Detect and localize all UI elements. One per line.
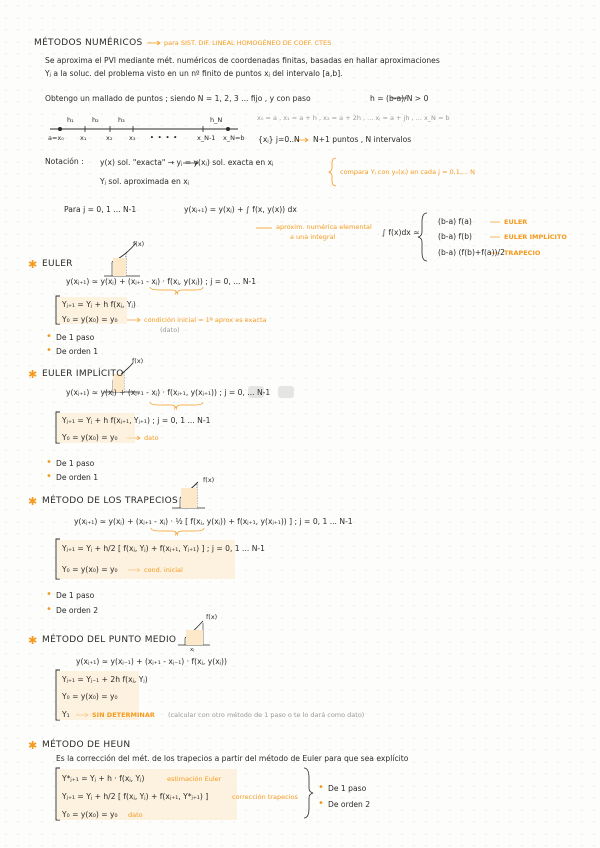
star-icon: ✱ xyxy=(28,495,38,508)
euler-system-note: condición inicial = 1ª aprox es exacta xyxy=(144,316,267,324)
mesh-tick-bottom-5: x_N=b xyxy=(223,134,245,142)
integral-option-1-label: EULER xyxy=(504,218,528,226)
integral-approx: ∫ f(x)dx ≃ xyxy=(382,228,420,237)
mesh-tick-top-1: h₁ xyxy=(67,116,74,124)
punto-medio-system-1: Yⱼ₊₁ = Yⱼ₋₁ + 2h f(xⱼ, Yⱼ) xyxy=(62,675,148,684)
euler-system-note-2: (dato) xyxy=(160,326,180,334)
euler-formula: y(xⱼ₊₁) ≃ y(xⱼ) + (xⱼ₊₁ - xⱼ) · f(xⱼ, y(xⱼ)) ; j = 0, ... N-1 xyxy=(66,277,257,286)
euler-implicito-system-note: dato xyxy=(144,434,159,442)
trapecios-h-label: h xyxy=(175,532,179,538)
bullet-icon: • xyxy=(318,798,324,809)
graph-label: f(x) xyxy=(133,240,145,248)
punto-medio-system-note-extra: (calcular con otro método de 1 paso o te lo dará como dato) xyxy=(168,711,365,719)
heun-system-note-1: estimación Euler xyxy=(167,775,222,783)
mesh-tick-top-4: h_N xyxy=(210,116,223,124)
integral-note-2: a una integral xyxy=(290,233,336,241)
heun-system-note-2: corrección trapecios xyxy=(232,793,298,801)
bullet-icon: • xyxy=(46,457,52,468)
euler-system-2: Y₀ = y(x₀) = y₀ xyxy=(62,315,118,324)
heun-bullet-2: De orden 2 xyxy=(328,800,371,809)
bullet-icon: • xyxy=(46,604,52,615)
heun-system-2: Yⱼ₊₁ = Yⱼ + h/2 [ f(xⱼ, Yⱼ) + f(xⱼ₊₁, Y*ⱼ₊₁) ] xyxy=(62,792,209,801)
euler-implicito-h-label: h xyxy=(174,406,178,412)
integral-option-3: (b-a) (f(b)+f(a))/2 xyxy=(438,248,505,257)
bullet-icon: • xyxy=(46,331,52,342)
heun-system-note-3: dato xyxy=(128,811,143,819)
intro-line-2: Yⱼ a la soluc. del problema visto en un nº finito de puntos xⱼ del intervalo [a,b]. xyxy=(45,69,343,78)
mesh-text: Obtengo un mallado de puntos ; siendo N = 1, 2, 3 ... fijo , y con paso xyxy=(45,94,311,103)
page-title: MÉTODOS NUMÉRICOS xyxy=(34,38,143,48)
mesh-tick-bottom-1: x₁ xyxy=(80,134,87,142)
graph-label: f(x) xyxy=(132,357,144,365)
euler-implicito-bullet-2: De orden 1 xyxy=(56,473,99,482)
integral-formula: y(xⱼ₊₁) = y(xⱼ) + ∫ f(x, y(x)) dx xyxy=(184,205,297,214)
euler-implicito-title: EULER IMPLÍCITO xyxy=(42,369,124,379)
trapecios-bullet-2: De orden 2 xyxy=(56,606,99,615)
integral-option-2-label: EULER IMPLÍCITO xyxy=(504,233,567,241)
mesh-tick-top-3: h₃ xyxy=(118,116,125,124)
mesh-tick-bottom-3: x₃ xyxy=(129,134,136,142)
heun-bullet-1: De 1 paso xyxy=(328,784,367,793)
euler-h-label: h xyxy=(175,291,179,297)
trapecios-formula: y(xⱼ₊₁) ≃ y(xⱼ) + (xⱼ₊₁ - xⱼ) · ½ [ f(xⱼ, y(xⱼ)) + f(xⱼ₊₁, y(xⱼ₊₁)) ] ; j = 0, 1 ... N-1 xyxy=(74,517,353,526)
bullet-icon: • xyxy=(318,782,324,793)
punto-medio-system-note: SIN DETERMINAR xyxy=(92,711,155,719)
euler-implicito-formula: y(xⱼ₊₁) ≃ y(xⱼ) + (xⱼ₊₁ - xⱼ) · f(xⱼ₊₁, y(xⱼ₊₁)) ; j = 0, ... N-1 xyxy=(66,388,271,397)
trapecios-system-1: Yⱼ₊₁ = Yⱼ + h/2 [ f(xⱼ, Yⱼ) + f(xⱼ₊₁, Yⱼ₊₁) ] ; j = 0, 1 ... N-1 xyxy=(62,544,265,553)
heun-system-3: Y₀ = y(x₀) = y₀ xyxy=(62,810,118,819)
mesh-points-formula: x₀ = a , x₁ = a + h , x₂ = a + 2h , ... xⱼ = a + jh , ... x_N = b xyxy=(257,114,450,122)
integral-option-2: (b-a) f(b) xyxy=(438,232,472,241)
bullet-icon: • xyxy=(46,589,52,600)
euler-implicito-highlight-mark-2 xyxy=(278,386,294,398)
star-icon: ✱ xyxy=(28,739,38,752)
mesh-tick-bottom-2: x₂ xyxy=(106,134,113,142)
trapecio-area-highlight xyxy=(181,488,197,508)
punto-medio-system-2: Y₀ = y(x₀) = y₀ xyxy=(62,692,118,701)
graph-label: f(x) xyxy=(203,476,215,484)
notation-label: Notación : xyxy=(45,157,84,166)
notation-compare: compara Yⱼ con y₀(xⱼ) en cada j = 0,1,... N xyxy=(340,168,476,176)
euler-area-highlight xyxy=(113,258,126,276)
heun-system-1: Y*ⱼ₊₁ = Yⱼ + h · f(xⱼ, Yⱼ) xyxy=(62,774,145,783)
mesh-set-note: N+1 puntos , N intervalos xyxy=(313,135,412,144)
mesh-ellipsis: .... xyxy=(150,130,182,141)
star-icon: ✱ xyxy=(28,258,38,271)
graph-label: f(x) xyxy=(206,613,218,621)
euler-system-1: Yⱼ₊₁ = Yⱼ + h f(xⱼ, Yⱼ) xyxy=(62,300,136,309)
trapecios-title: MÉTODO DE LOS TRAPECIOS xyxy=(42,496,179,506)
euler-bullet-2: De orden 1 xyxy=(56,347,99,356)
euler-implicito-bullet-1: De 1 paso xyxy=(56,459,95,468)
trapecios-system-note: cond. inicial xyxy=(144,566,183,574)
intro-line-1: Se aproxima el PVI mediante mét. numéricos de coordenadas finitas, basadas en hallar aproximaciones xyxy=(45,56,440,65)
euler-implicito-system-1: Yⱼ₊₁ = Yⱼ + h f(xⱼ₊₁, Yⱼ₊₁) ; j = 0, 1 ... N-1 xyxy=(62,416,211,425)
graph-xlabel: xⱼ xyxy=(190,647,195,653)
notation-line-2: Yⱼ sol. aproximada en xⱼ xyxy=(100,177,190,186)
star-icon: ✱ xyxy=(28,634,38,647)
bullet-icon: • xyxy=(46,471,52,482)
integral-option-3-label: TRAPECIO xyxy=(504,249,541,257)
mesh-tick-bottom-4: x_N-1 xyxy=(197,134,216,142)
heun-intro: Es la corrección del mét. de los trapecios a partir del método de Euler para que sea explícito xyxy=(56,754,409,763)
euler-title: EULER xyxy=(42,259,73,269)
integral-note-1: aproxim. numérica elemental xyxy=(276,223,372,231)
euler-implicito-system-2: Y₀ = y(x₀) = y₀ xyxy=(62,433,118,442)
bullet-icon: • xyxy=(46,345,52,356)
punto-medio-title: MÉTODO DEL PUNTO MEDIO xyxy=(42,635,177,645)
punto-medio-formula: y(xⱼ₊₁) ≃ y(xⱼ₋₁) + (xⱼ₊₁ - xⱼ₋₁) · f(xⱼ, y(xⱼ)) xyxy=(76,657,227,666)
integral-para: Para j = 0, 1 ... N-1 xyxy=(64,205,137,214)
mesh-tick-top-2: h₂ xyxy=(92,116,99,124)
mesh-set: {xⱼ} j=0..N xyxy=(258,135,300,144)
title-note: para SIST. DIF. LINEAL HOMOGÉNEO DE COEF. CTES xyxy=(164,39,332,47)
notation-line-1: y(x) sol. "exacta" → yⱼ = y(xⱼ) sol. exacta en xⱼ xyxy=(100,158,274,167)
trapecios-system-2: Y₀ = y(x₀) = y₀ xyxy=(62,565,118,574)
mesh-tick-bottom-0: a=x₀ xyxy=(48,134,64,142)
integral-option-1: (b-a) f(a) xyxy=(438,217,472,226)
trapecios-bullet-1: De 1 paso xyxy=(56,591,95,600)
punto-medio-system-3: Y₁ xyxy=(62,710,70,719)
euler-bullet-1: De 1 paso xyxy=(56,333,95,342)
heun-title: MÉTODO DE HEUN xyxy=(42,740,131,750)
mesh-h-formula: h = (b-a)/N > 0 xyxy=(370,94,429,103)
star-icon: ✱ xyxy=(28,368,38,381)
punto-medio-area-highlight xyxy=(186,630,203,645)
